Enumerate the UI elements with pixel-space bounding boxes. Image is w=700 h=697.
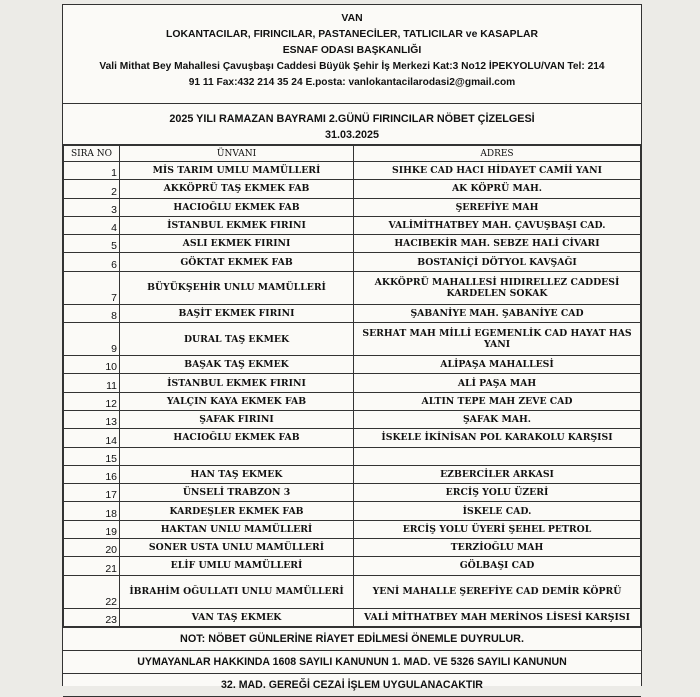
bakery-name: GÖKTAT EKMEK FAB <box>120 253 354 271</box>
chamber-address-line2: 91 11 Fax:432 214 35 24 E.posta: vanlokantacilarodasi2@gmail.com <box>188 77 516 88</box>
table-row <box>64 484 641 502</box>
chamber-address-line1: Vali Mithat Bey Mahallesi Çavuşbaşı Caddesi Büyük Şehir İş Merkezi Kat:3 No12 İPEKYOLU/VAN Tel: 214 <box>99 61 605 72</box>
table-row <box>64 539 641 557</box>
bakery-address: GÖLBAŞI CAD <box>354 557 641 575</box>
schedule-title-block <box>63 104 641 145</box>
column-header-name: ÜNVANI <box>120 146 354 162</box>
table-row <box>64 557 641 575</box>
bakery-name: YALÇIN KAYA EKMEK FAB <box>120 392 354 410</box>
table-row <box>64 198 641 216</box>
row-number: 21 <box>64 557 120 575</box>
schedule-date: 31.03.2025 <box>324 129 380 141</box>
row-number: 5 <box>64 235 120 253</box>
row-number: 12 <box>64 392 120 410</box>
bakery-address <box>354 447 641 465</box>
bakery-name: HAN TAŞ EKMEK <box>120 465 354 483</box>
row-number: 4 <box>64 216 120 234</box>
table-row <box>64 323 641 356</box>
row-number: 14 <box>64 429 120 447</box>
chamber-name: LOKANTACILAR, FIRINCILAR, PASTANECİLER, TATLICILAR ve KASAPLAR <box>166 29 538 40</box>
row-number: 9 <box>64 323 120 356</box>
bakery-name: ELİF UMLU MAMÜLLERİ <box>120 557 354 575</box>
bakery-name: SONER USTA UNLU MAMÜLLERİ <box>120 539 354 557</box>
table-row <box>64 356 641 374</box>
bakery-name: HACIOĞLU EKMEK FAB <box>120 429 354 447</box>
bakery-name: HACIOĞLU EKMEK FAB <box>120 198 354 216</box>
bakery-name: DURAL TAŞ EKMEK <box>120 323 354 356</box>
bakery-name: AKKÖPRÜ TAŞ EKMEK FAB <box>120 180 354 198</box>
bakery-address: TERZİOĞLU MAH <box>354 539 641 557</box>
bakery-address: AK KÖPRÜ MAH. <box>354 180 641 198</box>
row-number: 11 <box>64 374 120 392</box>
table-row <box>64 447 641 465</box>
table-row <box>64 216 641 234</box>
duty-schedule-sheet <box>62 4 642 691</box>
bakery-name: İSTANBUL EKMEK FIRINI <box>120 374 354 392</box>
bakery-name: İBRAHİM OĞULLATI UNLU MAMÜLLERİ <box>120 575 354 608</box>
bakery-address: ERCİŞ YOLU ÜYERİ ŞEHEL PETROL <box>354 520 641 538</box>
bakery-name: ŞAFAK FIRINI <box>120 410 354 428</box>
bakery-address: BOSTANİÇİ DÖTYOL KAVŞAĞI <box>354 253 641 271</box>
bakery-name: İSTANBUL EKMEK FIRINI <box>120 216 354 234</box>
bakery-name: HAKTAN UNLU MAMÜLLERİ <box>120 520 354 538</box>
row-number: 20 <box>64 539 120 557</box>
table-body <box>64 162 641 627</box>
row-number: 22 <box>64 575 120 608</box>
row-number: 7 <box>64 271 120 304</box>
row-number: 10 <box>64 356 120 374</box>
bakery-address: ALİ PAŞA MAH <box>354 374 641 392</box>
bakery-address: ŞEREFİYE MAH <box>354 198 641 216</box>
bakery-duty-table <box>63 145 641 627</box>
bakery-name: ÜNSELİ TRABZON 3 <box>120 484 354 502</box>
table-row <box>64 575 641 608</box>
bakery-name: MİS TARIM UMLU MAMÜLLERİ <box>120 162 354 180</box>
table-row <box>64 392 641 410</box>
bakery-address: VALİ MİTHATBEY MAH MERİNOS LİSESİ KARŞISI <box>354 608 641 626</box>
row-number: 16 <box>64 465 120 483</box>
bakery-address: ALTIN TEPE MAH ZEVE CAD <box>354 392 641 410</box>
bakery-address: SIHKE CAD HACI HİDAYET CAMİİ YANI <box>354 162 641 180</box>
bakery-name: BAŞAK TAŞ EKMEK <box>120 356 354 374</box>
table-row <box>64 374 641 392</box>
row-number: 13 <box>64 410 120 428</box>
table-row <box>64 180 641 198</box>
legal-warning-line2: 32. MAD. GEREĞİ CEZAİ İŞLEM UYGULANACAKTIR <box>63 674 641 697</box>
row-number: 18 <box>64 502 120 520</box>
bakery-name: BAŞİT EKMEK FIRINI <box>120 304 354 322</box>
bakery-address: ERCİŞ YOLU ÜZERİ <box>354 484 641 502</box>
column-header-address: ADRES <box>354 146 641 162</box>
row-number: 2 <box>64 180 120 198</box>
bakery-address: AKKÖPRÜ MAHALLESİ HIDIRELLEZ CADDESİ KARDELEN SOKAK <box>354 271 641 304</box>
table-row <box>64 410 641 428</box>
row-number: 1 <box>64 162 120 180</box>
row-number: 15 <box>64 447 120 465</box>
bakery-name: ASLI EKMEK FIRINI <box>120 235 354 253</box>
bakery-address: YENİ MAHALLE ŞEREFİYE CAD DEMİR KÖPRÜ <box>354 575 641 608</box>
table-row <box>64 520 641 538</box>
city-heading: VAN <box>341 13 363 24</box>
legal-warning-line1: UYMAYANLAR HAKKINDA 1608 SAYILI KANUNUN 1. MAD. VE 5326 SAYILI KANUNUN <box>63 651 641 674</box>
row-number: 19 <box>64 520 120 538</box>
bakery-address: VALİMİTHATBEY MAH. ÇAVUŞBAŞI CAD. <box>354 216 641 234</box>
table-row <box>64 235 641 253</box>
row-number: 6 <box>64 253 120 271</box>
bakery-address: SERHAT MAH MİLLİ EGEMENLİK CAD HAYAT HAS YANI <box>354 323 641 356</box>
bakery-address: İSKELE CAD. <box>354 502 641 520</box>
chamber-office: ESNAF ODASI BAŞKANLIĞI <box>282 45 422 56</box>
bakery-address: ŞABANİYE MAH. ŞABANİYE CAD <box>354 304 641 322</box>
table-row <box>64 304 641 322</box>
bakery-address: EZBERCİLER ARKASI <box>354 465 641 483</box>
row-number: 8 <box>64 304 120 322</box>
chamber-header <box>63 5 641 104</box>
table-row <box>64 429 641 447</box>
row-number: 17 <box>64 484 120 502</box>
bakery-address: ALİPAŞA MAHALLESİ <box>354 356 641 374</box>
bakery-address: İSKELE İKİNİSAN POL KARAKOLU KARŞISI <box>354 429 641 447</box>
table-row <box>64 465 641 483</box>
column-header-no: SIRA NO <box>64 146 120 162</box>
bakery-name: VAN TAŞ EKMEK <box>120 608 354 626</box>
bakery-name <box>120 447 354 465</box>
table-row <box>64 253 641 271</box>
schedule-title: 2025 YILI RAMAZAN BAYRAMI 2.GÜNÜ FIRINCILAR NÖBET ÇİZELGESİ <box>169 113 535 125</box>
notice-text: NOT: NÖBET GÜNLERİNE RİAYET EDİLMESİ ÖNEMLE DUYRULUR. <box>63 627 641 651</box>
bakery-address: ŞAFAK MAH. <box>354 410 641 428</box>
table-row <box>64 608 641 626</box>
table-header-row <box>64 146 641 162</box>
row-number: 23 <box>64 608 120 626</box>
bakery-address: HACIBEKİR MAH. SEBZE HALİ CİVARI <box>354 235 641 253</box>
table-row <box>64 502 641 520</box>
row-number: 3 <box>64 198 120 216</box>
table-row <box>64 162 641 180</box>
bakery-name: BÜYÜKŞEHİR UNLU MAMÜLLERİ <box>120 271 354 304</box>
bakery-name: KARDEŞLER EKMEK FAB <box>120 502 354 520</box>
table-row <box>64 271 641 304</box>
